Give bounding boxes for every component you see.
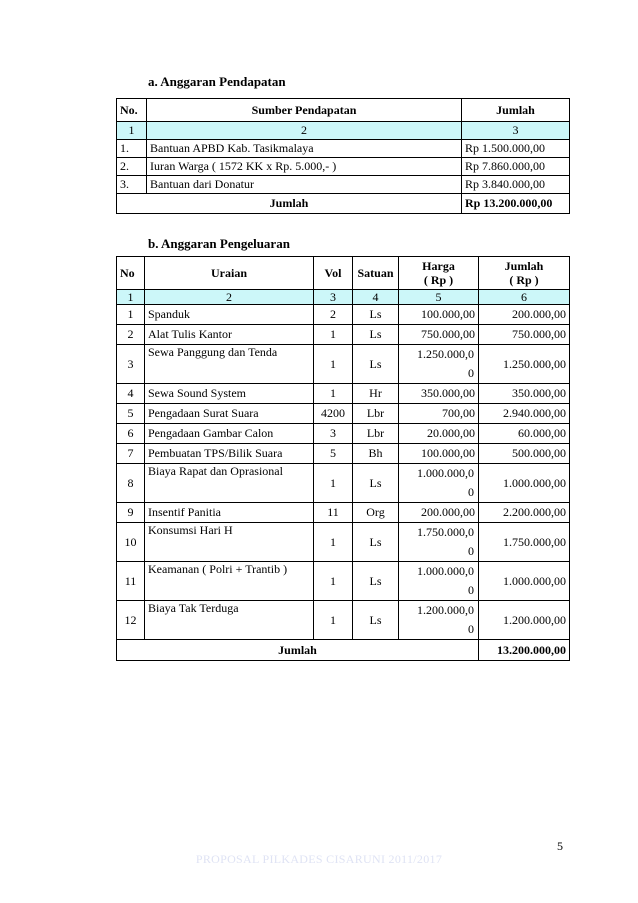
footer-watermark: PROPOSAL PILKADES CISARUNI 2011/2017 (195, 852, 443, 866)
income-header-no: No. (117, 99, 147, 122)
table-row (117, 464, 570, 503)
expense-price-line2: 0 (468, 485, 474, 499)
expense-vol: 3 (314, 424, 353, 444)
income-header-amount: Jumlah (462, 99, 570, 122)
expense-price (399, 523, 479, 562)
table-row (117, 444, 570, 464)
expense-no: 2 (117, 325, 145, 345)
income-index-cell: 1 (117, 122, 147, 140)
expense-vol: 4200 (314, 404, 353, 424)
page-number: 5 (557, 839, 563, 853)
income-header-source: Sumber Pendapatan (147, 99, 462, 122)
expense-vol: 1 (314, 325, 353, 345)
expense-no: 10 (117, 523, 145, 562)
income-source: Bantuan APBD Kab. Tasikmalaya (147, 140, 462, 158)
expense-desc: Sewa Panggung dan Tenda (145, 345, 314, 384)
expense-unit: Ls (353, 345, 399, 384)
expense-rows (117, 305, 570, 640)
expense-vol: 1 (314, 345, 353, 384)
expense-price-line1: 1.000.000,0 (417, 466, 474, 480)
expense-price: 700,00 (399, 404, 479, 424)
expense-price-line2: 0 (468, 544, 474, 558)
income-no: 2. (117, 158, 147, 176)
expense-price (399, 464, 479, 503)
expense-desc: Biaya Rapat dan Oprasional (145, 464, 314, 503)
expense-table (116, 256, 570, 661)
income-total-row (117, 194, 570, 214)
income-index-cell: 3 (462, 122, 570, 140)
expense-unit: Org (353, 503, 399, 523)
expense-no: 5 (117, 404, 145, 424)
expense-desc: Konsumsi Hari H (145, 523, 314, 562)
income-no: 3. (117, 176, 147, 194)
expense-header-total (479, 257, 570, 290)
table-row (117, 523, 570, 562)
expense-index-cell: 1 (117, 290, 145, 305)
expense-unit: Ls (353, 523, 399, 562)
expense-header-row (117, 257, 570, 290)
expense-total: 1.250.000,00 (479, 345, 570, 384)
expense-vol: 2 (314, 305, 353, 325)
expense-price: 100.000,00 (399, 444, 479, 464)
table-row (117, 305, 570, 325)
expense-no: 3 (117, 345, 145, 384)
expense-desc: Keamanan ( Polri + Trantib ) (145, 562, 314, 601)
table-row (117, 176, 570, 194)
expense-desc: Sewa Sound System (145, 384, 314, 404)
expense-vol: 11 (314, 503, 353, 523)
expense-header-unit: Satuan (353, 257, 399, 290)
expense-total-value: 13.200.000,00 (479, 640, 570, 661)
expense-index-cell: 3 (314, 290, 353, 305)
expense-index-row (117, 290, 570, 305)
expense-desc: Alat Tulis Kantor (145, 325, 314, 345)
expense-unit: Ls (353, 305, 399, 325)
expense-header-price-line2: ( Rp ) (423, 273, 454, 287)
expense-total: 2.940.000,00 (479, 404, 570, 424)
income-index-cell: 2 (147, 122, 462, 140)
expense-index-cell: 6 (479, 290, 570, 305)
expense-price: 350.000,00 (399, 384, 479, 404)
expense-header-total-line1: Jumlah (504, 259, 544, 273)
expense-price: 100.000,00 (399, 305, 479, 325)
expense-header-price-line1: Harga (422, 259, 455, 273)
expense-total-row (117, 640, 570, 661)
expense-price-line2: 0 (468, 366, 474, 380)
expense-total: 1.200.000,00 (479, 601, 570, 640)
income-source: Iuran Warga ( 1572 KK x Rp. 5.000,- ) (147, 158, 462, 176)
section-b-heading: b. Anggaran Pengeluaran (148, 236, 290, 251)
expense-total: 2.200.000,00 (479, 503, 570, 523)
income-no: 1. (117, 140, 147, 158)
expense-total: 750.000,00 (479, 325, 570, 345)
income-total-value: Rp 13.200.000,00 (462, 194, 570, 214)
expense-vol: 1 (314, 562, 353, 601)
expense-price (399, 562, 479, 601)
expense-total: 1.750.000,00 (479, 523, 570, 562)
expense-header-desc: Uraian (145, 257, 314, 290)
expense-vol: 5 (314, 444, 353, 464)
income-source: Bantuan dari Donatur (147, 176, 462, 194)
expense-total: 1.000.000,00 (479, 464, 570, 503)
income-total-label: Jumlah (117, 194, 462, 214)
expense-no: 7 (117, 444, 145, 464)
expense-total: 350.000,00 (479, 384, 570, 404)
expense-unit: Hr (353, 384, 399, 404)
expense-header-no: No (117, 257, 145, 290)
expense-total-label: Jumlah (117, 640, 479, 661)
expense-price-line2: 0 (468, 583, 474, 597)
expense-price: 200.000,00 (399, 503, 479, 523)
expense-unit: Lbr (353, 424, 399, 444)
income-amount: Rp 3.840.000,00 (462, 176, 570, 194)
expense-header-vol: Vol (314, 257, 353, 290)
expense-vol: 1 (314, 523, 353, 562)
section-a-heading: a. Anggaran Pendapatan (148, 74, 286, 89)
expense-price-line1: 1.250.000,0 (417, 347, 474, 361)
expense-total: 200.000,00 (479, 305, 570, 325)
expense-no: 4 (117, 384, 145, 404)
table-row (117, 601, 570, 640)
expense-price: 750.000,00 (399, 325, 479, 345)
expense-desc: Pengadaan Gambar Calon (145, 424, 314, 444)
expense-no: 12 (117, 601, 145, 640)
expense-index-cell: 2 (145, 290, 314, 305)
table-row (117, 325, 570, 345)
expense-price (399, 345, 479, 384)
expense-total: 500.000,00 (479, 444, 570, 464)
expense-price-line1: 1.000.000,0 (417, 564, 474, 578)
expense-unit: Ls (353, 601, 399, 640)
expense-price-line2: 0 (468, 622, 474, 636)
income-header-row (117, 99, 570, 122)
expense-total: 60.000,00 (479, 424, 570, 444)
expense-unit: Ls (353, 325, 399, 345)
expense-desc: Pengadaan Surat Suara (145, 404, 314, 424)
table-row (117, 158, 570, 176)
table-row (117, 404, 570, 424)
income-amount: Rp 7.860.000,00 (462, 158, 570, 176)
expense-index-cell: 5 (399, 290, 479, 305)
expense-vol: 1 (314, 384, 353, 404)
expense-unit: Ls (353, 464, 399, 503)
expense-vol: 1 (314, 601, 353, 640)
expense-total: 1.000.000,00 (479, 562, 570, 601)
income-amount: Rp 1.500.000,00 (462, 140, 570, 158)
income-table (116, 98, 570, 214)
expense-no: 11 (117, 562, 145, 601)
table-row (117, 562, 570, 601)
table-row (117, 424, 570, 444)
expense-no: 8 (117, 464, 145, 503)
expense-no: 9 (117, 503, 145, 523)
expense-desc: Pembuatan TPS/Bilik Suara (145, 444, 314, 464)
expense-desc: Biaya Tak Terduga (145, 601, 314, 640)
expense-header-price (399, 257, 479, 290)
expense-desc: Spanduk (145, 305, 314, 325)
expense-unit: Ls (353, 562, 399, 601)
expense-price: 20.000,00 (399, 424, 479, 444)
expense-price-line1: 1.200.000,0 (417, 603, 474, 617)
table-row (117, 345, 570, 384)
table-row (117, 140, 570, 158)
expense-vol: 1 (314, 464, 353, 503)
table-row (117, 384, 570, 404)
expense-no: 6 (117, 424, 145, 444)
expense-header-total-line2: ( Rp ) (509, 273, 539, 287)
income-index-row (117, 122, 570, 140)
expense-price-line1: 1.750.000,0 (417, 525, 474, 539)
expense-index-cell: 4 (353, 290, 399, 305)
expense-price (399, 601, 479, 640)
expense-unit: Bh (353, 444, 399, 464)
expense-no: 1 (117, 305, 145, 325)
expense-desc: Insentif Panitia (145, 503, 314, 523)
table-row (117, 503, 570, 523)
expense-unit: Lbr (353, 404, 399, 424)
